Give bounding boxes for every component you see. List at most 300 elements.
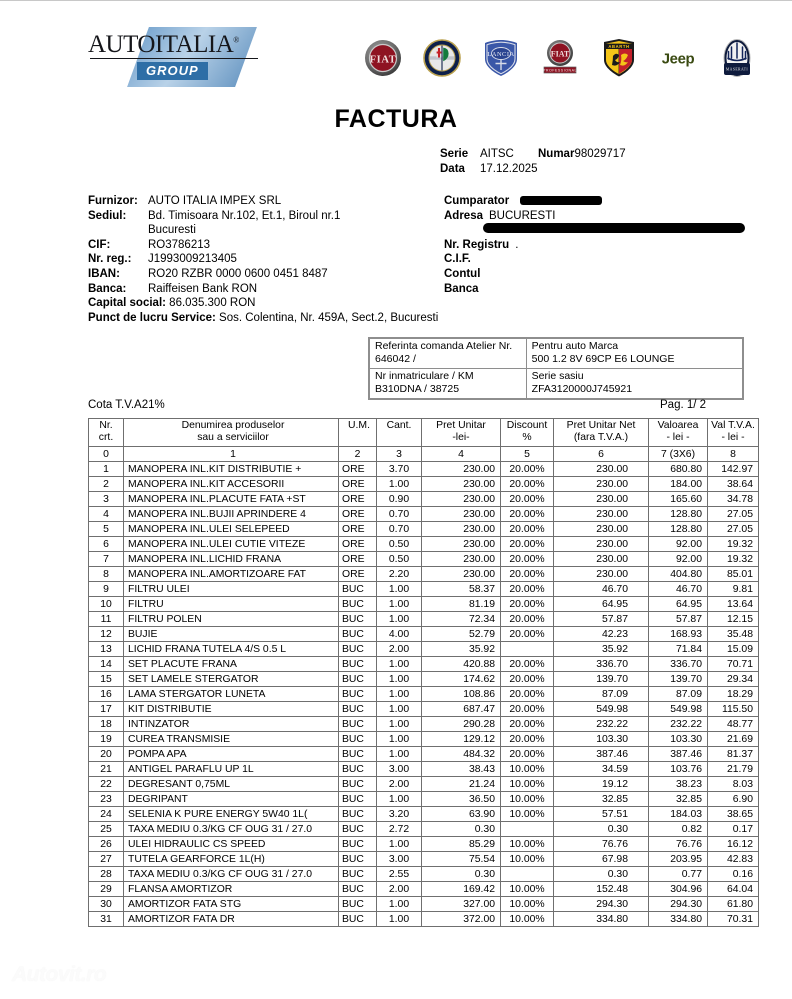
table-row: [89, 462, 759, 477]
buyer-row: [444, 267, 764, 282]
table-row: [89, 507, 759, 522]
cell-disc: 10.00%: [501, 837, 554, 852]
table-row: [89, 672, 759, 687]
cell-um: ORE: [339, 567, 377, 582]
cell-nr: 2: [89, 477, 124, 492]
col-header-discount: [501, 419, 554, 447]
fiat-professional-logo: [539, 37, 581, 79]
cell-den: MANOPERA INL.KIT ACCESORII: [124, 477, 339, 492]
cell-val: 92.00: [649, 537, 708, 552]
comanda-label: Referinta comanda Atelier Nr.: [375, 340, 513, 352]
cell-disc: 20.00%: [501, 597, 554, 612]
inmatriculare-cell: [370, 369, 527, 399]
cell-val: 128.80: [649, 522, 708, 537]
cell-tva: 35.48: [708, 627, 759, 642]
cell-nr: 15: [89, 672, 124, 687]
cell-disc: [501, 642, 554, 657]
cell-um: BUC: [339, 882, 377, 897]
cell-pun: 57.87: [554, 612, 649, 627]
cell-pu: 35.92: [422, 642, 501, 657]
cell-val: 304.96: [649, 882, 708, 897]
cell-um: BUC: [339, 897, 377, 912]
cell-nr: 19: [89, 732, 124, 747]
cell-cant: 1.00: [377, 792, 422, 807]
cell-pun: 152.48: [554, 882, 649, 897]
cell-pu: 36.50: [422, 792, 501, 807]
cell-pun: 230.00: [554, 492, 649, 507]
cell-tva: 29.34: [708, 672, 759, 687]
supplier-row: [88, 282, 438, 297]
cell-pu: 58.37: [422, 582, 501, 597]
sediul-value: Bd. Timisoara Nr.102, Et.1, Biroul nr.1: [148, 209, 341, 222]
cell-um: BUC: [339, 687, 377, 702]
cell-pun: 67.98: [554, 852, 649, 867]
cell-disc: 20.00%: [501, 552, 554, 567]
cell-tva: 6.90: [708, 792, 759, 807]
col-header-um-l2: [342, 432, 376, 444]
cell-val: 139.70: [649, 672, 708, 687]
cell-cant: 3.00: [377, 762, 422, 777]
cell-den: SELENIA K PURE ENERGY 5W40 1L(: [124, 807, 339, 822]
table-row: [89, 477, 759, 492]
cell-den: MANOPERA INL.ULEI CUTIE VITEZE: [124, 537, 339, 552]
svg-text:FIAT: FIAT: [369, 54, 397, 66]
cell-val: 103.30: [649, 732, 708, 747]
col-header-cantitate: [377, 419, 422, 447]
cell-cant: 1.00: [377, 747, 422, 762]
cell-cant: 0.90: [377, 492, 422, 507]
cell-pun: 0.30: [554, 822, 649, 837]
cell-val: 57.87: [649, 612, 708, 627]
cell-tva: 27.05: [708, 507, 759, 522]
sediul-city-value: Bucuresti: [148, 224, 196, 237]
cell-den: DEGRIPANT: [124, 792, 339, 807]
logo-underline: [90, 58, 258, 59]
cell-cant: 1.00: [377, 477, 422, 492]
cell-nr: 21: [89, 762, 124, 777]
cell-tva: 115.50: [708, 702, 759, 717]
cell-cant: 2.00: [377, 777, 422, 792]
cell-cant: 1.00: [377, 702, 422, 717]
cell-disc: 10.00%: [501, 912, 554, 927]
cell-tva: 0.17: [708, 822, 759, 837]
cell-cant: 1.00: [377, 717, 422, 732]
col-header-discount-l1: Discount: [506, 420, 548, 431]
contul-label: Contul: [444, 267, 481, 280]
cell-disc: 20.00%: [501, 687, 554, 702]
cell-pu: 230.00: [422, 522, 501, 537]
col-header-pret-unitar-l1: Pret Unitar: [436, 420, 486, 431]
marca-value: 500 1.2 8V 69CP E6 LOUNGE: [531, 353, 675, 365]
cell-nr: 27: [89, 852, 124, 867]
cell-val: 128.80: [649, 507, 708, 522]
table-row: [89, 837, 759, 852]
col-header-valoarea: [649, 419, 708, 447]
cell-um: BUC: [339, 867, 377, 882]
col-header-val-tva: [708, 419, 759, 447]
cell-val: 549.98: [649, 702, 708, 717]
cell-disc: 20.00%: [501, 717, 554, 732]
cell-disc: 20.00%: [501, 537, 554, 552]
cell-disc: 10.00%: [501, 792, 554, 807]
redaction-bar-adresa: [483, 223, 745, 233]
logo-wordmark: [88, 31, 239, 59]
cell-val: 294.30: [649, 897, 708, 912]
cell-pun: 19.12: [554, 777, 649, 792]
table-row: [89, 537, 759, 552]
cell-nr: 28: [89, 867, 124, 882]
cell-val: 184.00: [649, 477, 708, 492]
cell-pu: 81.19: [422, 597, 501, 612]
cell-pu: 327.00: [422, 897, 501, 912]
cell-nr: 20: [89, 747, 124, 762]
cell-um: BUC: [339, 777, 377, 792]
cell-den: LICHID FRANA TUTELA 4/S 0.5 L: [124, 642, 339, 657]
cell-val: 0.77: [649, 867, 708, 882]
col-header-denumire-l2: sau a serviciilor: [197, 432, 269, 443]
cell-um: BUC: [339, 747, 377, 762]
buyer-row: [444, 252, 764, 267]
cota-tva-label: Cota T.V.A21%: [88, 399, 165, 411]
serie-label: Serie: [440, 148, 469, 160]
cell-den: MANOPERA INL.KIT DISTRIBUTIE +: [124, 462, 339, 477]
cell-cant: 1.00: [377, 657, 422, 672]
col-header-pret-net: [554, 419, 649, 447]
cell-den: MANOPERA INL.PLACUTE FATA +ST: [124, 492, 339, 507]
col-header-pret-net-l2: (fara T.V.A.): [573, 432, 629, 443]
cell-pun: 139.70: [554, 672, 649, 687]
cell-cant: 1.00: [377, 912, 422, 927]
cell-val: 38.23: [649, 777, 708, 792]
alfa-romeo-logo: [421, 37, 463, 79]
table-row: [89, 882, 759, 897]
cif-label: CIF:: [88, 238, 111, 251]
cell-pun: 230.00: [554, 462, 649, 477]
cell-nr: 11: [89, 612, 124, 627]
cell-um: BUC: [339, 912, 377, 927]
cell-um: ORE: [339, 537, 377, 552]
cell-pun: 64.95: [554, 597, 649, 612]
supplier-block: [88, 194, 438, 325]
cell-um: BUC: [339, 702, 377, 717]
registered-trademark-icon: ®: [233, 35, 239, 45]
table-row: [89, 657, 759, 672]
sasiu-cell: [526, 369, 742, 399]
cell-nr: 12: [89, 627, 124, 642]
cell-pu: 85.29: [422, 837, 501, 852]
cell-den: TUTELA GEARFORCE 1L(H): [124, 852, 339, 867]
cell-cant: 0.50: [377, 552, 422, 567]
cell-pu: 290.28: [422, 717, 501, 732]
col-header-pret-net-l1: Pret Unitar Net: [566, 420, 636, 431]
cell-val: 87.09: [649, 687, 708, 702]
cell-val: 92.00: [649, 552, 708, 567]
page-header: [0, 13, 792, 81]
cell-tva: 64.04: [708, 882, 759, 897]
cell-pun: 34.59: [554, 762, 649, 777]
cell-nr: 7: [89, 552, 124, 567]
cell-disc: 10.00%: [501, 762, 554, 777]
cell-pun: 230.00: [554, 552, 649, 567]
cell-disc: 20.00%: [501, 612, 554, 627]
cell-den: AMORTIZOR FATA STG: [124, 897, 339, 912]
cell-tva: 16.12: [708, 837, 759, 852]
cell-um: BUC: [339, 792, 377, 807]
cell-um: ORE: [339, 507, 377, 522]
iban-label: IBAN:: [88, 267, 120, 280]
logo-wordmark-text: AUTOITALIA: [88, 31, 234, 58]
cell-cant: 3.20: [377, 807, 422, 822]
punct-lucru-row: [88, 311, 438, 326]
vehicle-reference-box: [368, 337, 744, 400]
cell-nr: 6: [89, 537, 124, 552]
cell-nr: 22: [89, 777, 124, 792]
colnum-3: 3: [377, 447, 422, 462]
supplier-row: [88, 209, 438, 224]
cell-nr: 13: [89, 642, 124, 657]
cell-cant: 1.00: [377, 897, 422, 912]
cell-um: BUC: [339, 762, 377, 777]
buyer-row: [444, 282, 764, 297]
cell-pu: 75.54: [422, 852, 501, 867]
col-header-cantitate-l1: Cant.: [386, 420, 412, 431]
cell-tva: 61.80: [708, 897, 759, 912]
data-label: Data: [440, 163, 465, 175]
cell-disc: 20.00%: [501, 522, 554, 537]
cell-cant: 1.00: [377, 597, 422, 612]
cell-um: BUC: [339, 717, 377, 732]
cell-den: DEGRESANT 0,75ML: [124, 777, 339, 792]
col-header-nr-crt-l2: crt.: [98, 432, 114, 443]
furnizor-label: Furnizor:: [88, 195, 138, 207]
banca-label: Banca:: [88, 282, 127, 295]
cell-pu: 484.32: [422, 747, 501, 762]
cell-den: LAMA STERGATOR LUNETA: [124, 687, 339, 702]
table-row: [89, 567, 759, 582]
cell-tva: 70.31: [708, 912, 759, 927]
cell-tva: 142.97: [708, 462, 759, 477]
table-row: [89, 687, 759, 702]
cell-pu: 230.00: [422, 567, 501, 582]
supplier-row: [88, 223, 438, 238]
cell-den: POMPA APA: [124, 747, 339, 762]
cell-pu: 174.62: [422, 672, 501, 687]
supplier-row: [88, 267, 438, 282]
invoice-date-row: [440, 162, 626, 177]
cell-nr: 5: [89, 522, 124, 537]
colnum-1: 1: [124, 447, 339, 462]
cell-cant: 1.00: [377, 612, 422, 627]
cell-den: ANTIGEL PARAFLU UP 1L: [124, 762, 339, 777]
colnum-5: 5: [501, 447, 554, 462]
cell-tva: 38.64: [708, 477, 759, 492]
cell-disc: 20.00%: [501, 462, 554, 477]
cell-cant: 1.00: [377, 732, 422, 747]
cell-pu: 372.00: [422, 912, 501, 927]
table-row: [89, 552, 759, 567]
col-header-val-tva-l2: - lei -: [721, 432, 745, 443]
cell-pun: 334.80: [554, 912, 649, 927]
numar-label: Numar: [538, 148, 575, 160]
cell-cant: 0.50: [377, 537, 422, 552]
cell-pu: 230.00: [422, 507, 501, 522]
cell-nr: 14: [89, 657, 124, 672]
comanda-value: 646042 /: [375, 353, 416, 365]
cell-den: KIT DISTRIBUTIE: [124, 702, 339, 717]
inmatriculare-label: Nr inmatriculare / KM: [375, 370, 474, 382]
table-row: [89, 912, 759, 927]
cell-tva: 70.71: [708, 657, 759, 672]
cell-tva: 34.78: [708, 492, 759, 507]
svg-text:Jeep: Jeep: [661, 51, 695, 68]
capital-social-label: Capital social:: [88, 297, 166, 310]
col-header-discount-l2: %: [522, 432, 532, 443]
cell-pu: 129.12: [422, 732, 501, 747]
cell-disc: 20.00%: [501, 627, 554, 642]
punct-lucru-label: Punct de lucru Service:: [88, 311, 216, 324]
cell-den: TAXA MEDIU 0.3/KG CF OUG 31 / 27.0: [124, 822, 339, 837]
cell-pu: 230.00: [422, 552, 501, 567]
supplier-row: [88, 238, 438, 253]
colnum-0: 0: [89, 447, 124, 462]
cell-cant: 3.70: [377, 462, 422, 477]
cell-pun: 232.22: [554, 717, 649, 732]
cell-cant: 2.72: [377, 822, 422, 837]
cell-den: FILTRU ULEI: [124, 582, 339, 597]
cell-pun: 46.70: [554, 582, 649, 597]
cell-val: 103.76: [649, 762, 708, 777]
col-header-pret-unitar-l2: -lei-: [452, 432, 470, 443]
nr-registru-value: .: [515, 238, 519, 251]
cell-cant: 1.00: [377, 672, 422, 687]
svg-text:PROFESSIONAL: PROFESSIONAL: [543, 68, 577, 73]
cell-um: BUC: [339, 642, 377, 657]
table-row: [89, 732, 759, 747]
marque-logo-strip: [362, 37, 758, 79]
reference-row-order: [370, 339, 743, 369]
sasiu-label: Serie sasiu: [531, 370, 584, 382]
cell-val: 404.80: [649, 567, 708, 582]
cell-pun: 230.00: [554, 477, 649, 492]
cell-pun: 230.00: [554, 507, 649, 522]
punct-lucru-value: Sos. Colentina, Nr. 459A, Sect.2, Bucuresti: [219, 311, 439, 324]
reference-row-vehicle: [370, 369, 743, 399]
table-row: [89, 522, 759, 537]
cell-pu: 230.00: [422, 462, 501, 477]
capital-social-row: [88, 296, 438, 311]
cell-um: BUC: [339, 822, 377, 837]
cell-nr: 17: [89, 702, 124, 717]
cell-disc: [501, 822, 554, 837]
sediul-label: Sediul:: [88, 209, 127, 222]
table-row: [89, 627, 759, 642]
table-row: [89, 597, 759, 612]
cell-disc: 20.00%: [501, 477, 554, 492]
iban-value: RO20 RZBR 0000 0600 0451 8487: [148, 267, 328, 280]
colnum-8: 8: [708, 447, 759, 462]
cell-den: BUJIE: [124, 627, 339, 642]
col-header-denumire: [124, 419, 339, 447]
col-header-pret-unitar: [422, 419, 501, 447]
table-row: [89, 897, 759, 912]
cell-pu: 169.42: [422, 882, 501, 897]
cell-val: 203.95: [649, 852, 708, 867]
cell-nr: 4: [89, 507, 124, 522]
cell-um: BUC: [339, 612, 377, 627]
cell-pun: 230.00: [554, 537, 649, 552]
cif-value: RO3786213: [148, 238, 211, 251]
cell-nr: 30: [89, 897, 124, 912]
cell-nr: 31: [89, 912, 124, 927]
cell-tva: 42.83: [708, 852, 759, 867]
cell-pun: 42.23: [554, 627, 649, 642]
nr-reg-label: Nr. reg.:: [88, 253, 132, 266]
svg-text:MASERATI: MASERATI: [725, 67, 749, 72]
cell-pu: 230.00: [422, 477, 501, 492]
cell-cant: 0.70: [377, 522, 422, 537]
cell-tva: 19.32: [708, 537, 759, 552]
cell-disc: 20.00%: [501, 507, 554, 522]
cell-val: 680.80: [649, 462, 708, 477]
cell-val: 76.76: [649, 837, 708, 852]
table-row: [89, 492, 759, 507]
cell-tva: 8.03: [708, 777, 759, 792]
maserati-logo: [716, 37, 758, 79]
table-row: [89, 852, 759, 867]
cell-den: MANOPERA INL.BUJII APRINDERE 4: [124, 507, 339, 522]
cell-den: AMORTIZOR FATA DR: [124, 912, 339, 927]
cell-val: 232.22: [649, 717, 708, 732]
invoice-serie-row: [440, 147, 626, 162]
sasiu-value: ZFA3120000J745921: [531, 383, 633, 395]
cell-nr: 25: [89, 822, 124, 837]
cell-pu: 230.00: [422, 492, 501, 507]
abarth-logo: [598, 37, 640, 79]
cell-disc: [501, 867, 554, 882]
cell-cant: 1.00: [377, 837, 422, 852]
buyer-block: [444, 194, 764, 296]
cell-um: BUC: [339, 852, 377, 867]
cell-den: SET LAMELE STERGATOR: [124, 672, 339, 687]
cell-tva: 38.65: [708, 807, 759, 822]
invoice-serial-block: [440, 147, 626, 177]
col-header-valoarea-l2: - lei -: [666, 432, 690, 443]
cell-pu: 72.34: [422, 612, 501, 627]
table-row: [89, 807, 759, 822]
cell-um: BUC: [339, 627, 377, 642]
cell-tva: 12.15: [708, 612, 759, 627]
nr-reg-value: J1993009213405: [148, 253, 237, 266]
cell-val: 334.80: [649, 912, 708, 927]
colnum-2: 2: [339, 447, 377, 462]
cell-nr: 29: [89, 882, 124, 897]
cell-disc: 20.00%: [501, 657, 554, 672]
svg-text:LANCIA: LANCIA: [487, 51, 515, 58]
buyer-banca-label: Banca: [444, 282, 479, 295]
table-column-number-row: [89, 447, 759, 462]
cell-nr: 8: [89, 567, 124, 582]
cell-cant: 2.20: [377, 567, 422, 582]
cell-tva: 0.16: [708, 867, 759, 882]
cell-um: ORE: [339, 492, 377, 507]
cell-val: 46.70: [649, 582, 708, 597]
nr-registru-label: Nr. Registru: [444, 238, 510, 251]
cell-pun: 35.92: [554, 642, 649, 657]
cell-tva: 85.01: [708, 567, 759, 582]
cell-pun: 32.85: [554, 792, 649, 807]
cell-nr: 26: [89, 837, 124, 852]
colnum-7: 7 (3X6): [649, 447, 708, 462]
